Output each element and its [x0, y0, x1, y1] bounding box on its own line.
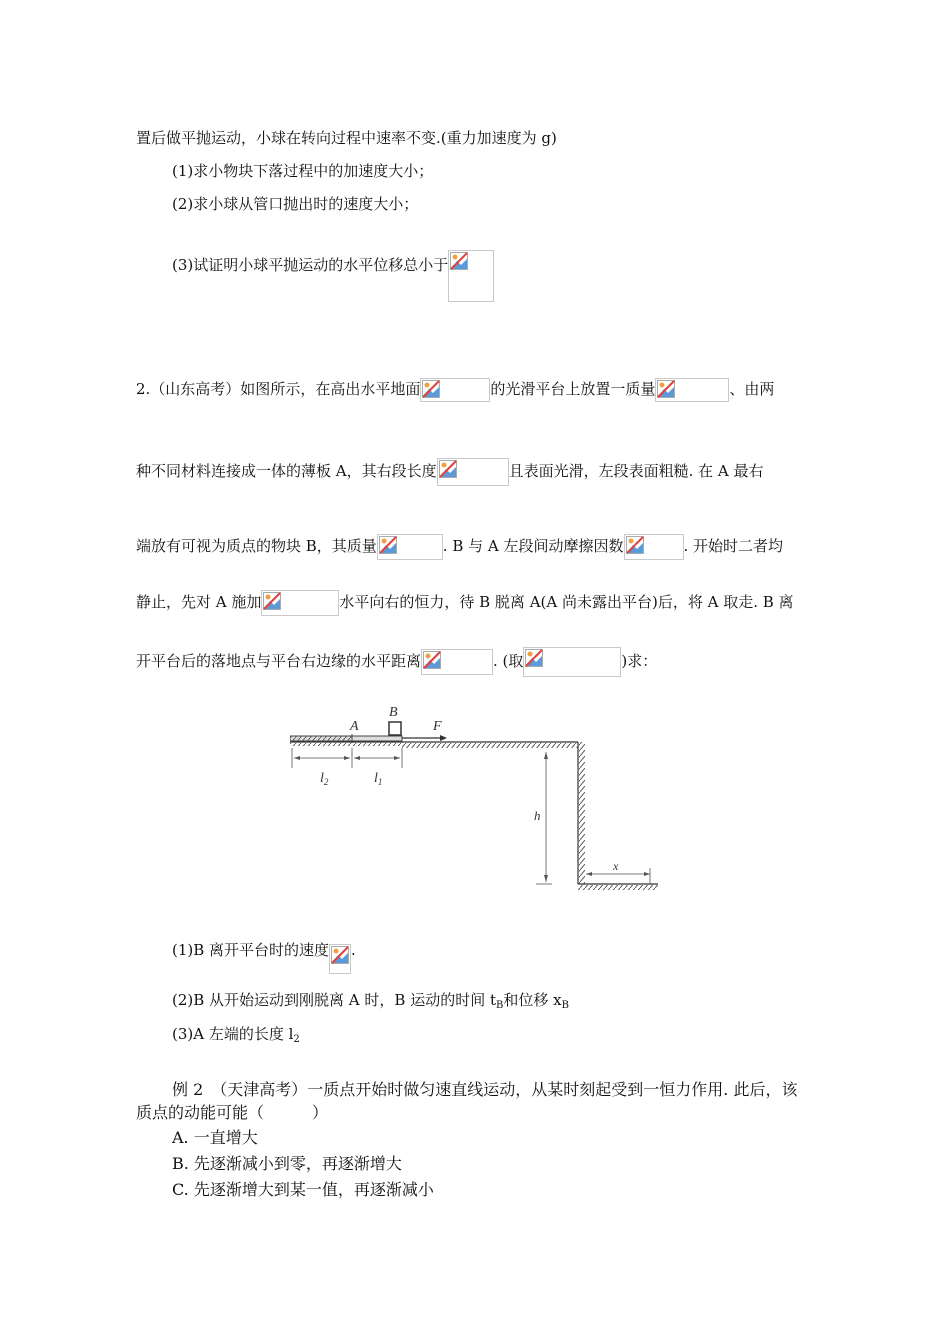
ex2-option-c: C. 先逐渐增大到某一值，再逐渐减小: [172, 1180, 434, 1199]
q2-part-3: [172, 1024, 300, 1047]
arrow-icon: [440, 735, 447, 741]
q2-text: . 开始时二者均: [683, 537, 784, 555]
q2-text: 种不同材料连接成一体的薄板 A，其右段长度: [136, 462, 437, 480]
q1-part-3-text: (3)试证明小球平抛运动的水平位移总小于: [172, 256, 449, 274]
q2-text: . B 与 A 左段间动摩擦因数: [442, 537, 624, 555]
broken-image-icon: [655, 378, 729, 402]
diagram-svg: [290, 696, 670, 892]
q2-text: 开平台后的落地点与平台右边缘的水平距离: [136, 652, 422, 670]
broken-image-icon: [448, 250, 494, 302]
broken-image-icon: [421, 649, 493, 675]
label-l2: $l_2$: [320, 771, 329, 787]
q2-part-1: [172, 936, 356, 966]
q2-part-2: [172, 990, 569, 1013]
q1-text-line: 置后做平抛运动，小球在转向过程中速率不变.(重力加速度为 g): [136, 129, 557, 147]
q2-text: 的光滑平台上放置一质量: [490, 380, 656, 398]
ex2-line-2: 质点的动能可能（ ）: [136, 1103, 329, 1122]
subscript: B: [496, 1000, 504, 1011]
label-b: B: [389, 705, 398, 720]
label-f: F: [433, 719, 442, 734]
q1-part-1: (1)求小物块下落过程中的加速度大小；: [172, 162, 434, 180]
q2-text: 、由两: [729, 380, 775, 398]
broken-image-icon: [420, 378, 490, 402]
physics-diagram: [290, 696, 670, 896]
q2-text: 水平向右的恒力，待 B 脱离 A(A 尚未露出平台)后，将 A 取走. B 离: [339, 593, 794, 611]
subscript: 2: [293, 1034, 300, 1045]
q2-text: 端放有可视为质点的物块 B，其质量: [136, 537, 377, 555]
block-b: [389, 722, 401, 735]
broken-image-icon: [437, 458, 509, 486]
broken-image-icon: [624, 534, 684, 560]
q2-line-1: [136, 378, 774, 402]
broken-image-icon: [329, 944, 351, 974]
broken-image-icon: [377, 534, 443, 560]
board-rough-section: [290, 736, 352, 741]
q2-text: 2.（山东高考）如图所示，在高出水平地面: [136, 380, 421, 398]
ex2-option-b: B. 先逐渐减小到零，再逐渐增大: [172, 1154, 402, 1173]
q2-part-2-text: (2)B 从开始运动到刚脱离 A 时，B 运动的时间 t: [172, 991, 496, 1009]
q2-text: 静止，先对 A 施加: [136, 593, 262, 611]
label-h: h: [534, 808, 541, 823]
ex2-line-1: 例 2 （天津高考）一质点开始时做匀速直线运动，从某时刻起受到一恒力作用. 此后，该: [172, 1080, 798, 1099]
q2-line-4: [136, 590, 794, 616]
label-l1: $l_1$: [374, 771, 383, 787]
label-x: x: [613, 859, 619, 873]
ex2-option-a: A. 一直增大: [172, 1128, 258, 1147]
q2-text: )求：: [621, 652, 658, 670]
q2-text: 且表面光滑，左段表面粗糙. 在 A 最右: [508, 462, 764, 480]
subscript: B: [561, 1000, 569, 1011]
broken-image-icon: [261, 590, 339, 616]
q2-line-3: [136, 534, 783, 560]
q2-text: . (取: [493, 652, 524, 670]
q2-part-1-end: .: [351, 941, 356, 959]
q2-part-3-text: (3)A 左端的长度 l: [172, 1025, 294, 1043]
broken-image-icon: [523, 647, 621, 677]
q1-part-2: (2)求小球从管口抛出时的速度大小；: [172, 195, 419, 213]
q2-line-5: [136, 647, 657, 677]
q2-part-2-text: 和位移 x: [503, 991, 562, 1009]
q1-part-3: [172, 240, 494, 292]
q2-line-2: [136, 458, 764, 486]
q2-part-1-text: (1)B 离开平台时的速度: [172, 941, 330, 959]
label-a: A: [350, 719, 359, 734]
